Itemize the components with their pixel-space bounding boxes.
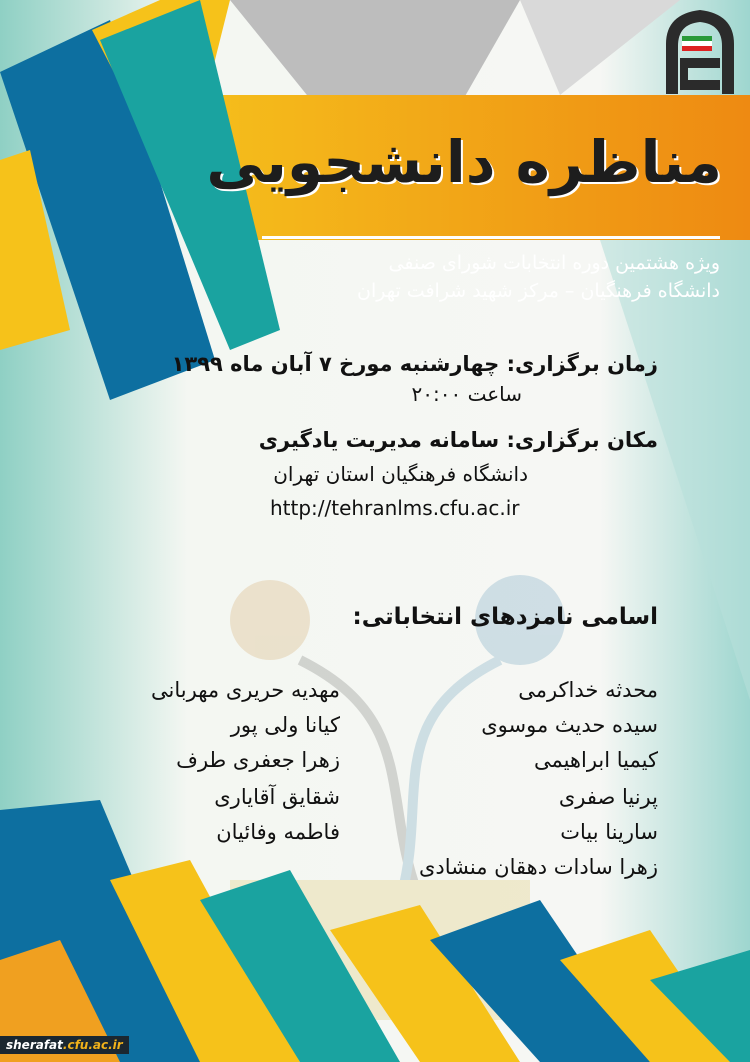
title-divider [262, 236, 720, 239]
candidate-name: سیده حدیث موسوی [481, 713, 658, 737]
footer-domain: .cfu.ac.ir [62, 1038, 123, 1052]
event-url-link[interactable]: http://tehranlms.cfu.ac.ir [270, 496, 520, 520]
candidate-name: زهرا جعفری طرف [176, 748, 340, 772]
subtitle-line-2: دانشگاه فرهنگیان – مرکز شهید شرافت تهران [357, 280, 720, 302]
candidate-name: سارینا بیات [560, 820, 658, 844]
candidate-name: پرنیا صفری [558, 785, 658, 809]
candidates-heading: اسامی نامزدهای انتخاباتی: [352, 604, 658, 630]
footer-site-label [0, 1036, 129, 1054]
event-time: زمان برگزاری: چهارشنبه مورخ ۷ آبان ماه ۱۳۹۹ [171, 352, 658, 376]
candidate-name: شقایق آقایاری [214, 785, 340, 809]
subtitle-line-1: ویژه هشتمین دوره انتخابات شورای صنفی [388, 252, 720, 274]
student-council-logo [658, 8, 742, 94]
candidate-name: کیانا ولی پور [230, 713, 340, 737]
candidate-name: زهرا سادات دهقان منشادی [419, 855, 658, 879]
candidate-name: محدثه خداکرمی [518, 678, 658, 702]
footer-site: sherafat [6, 1038, 63, 1052]
event-place: مکان برگزاری: سامانه مدیریت یادگیری [258, 428, 658, 452]
event-place-university: دانشگاه فرهنگیان استان تهران [273, 462, 528, 486]
event-hour: ساعت ۲۰:۰۰ [411, 382, 522, 406]
poster-title: مناظره دانشجویی [206, 128, 722, 196]
candidate-name: کیمیا ابراهیمی [533, 748, 658, 772]
candidate-name: فاطمه وفائیان [216, 820, 340, 844]
candidate-name: مهدیه حریری مهربانی [151, 678, 340, 702]
